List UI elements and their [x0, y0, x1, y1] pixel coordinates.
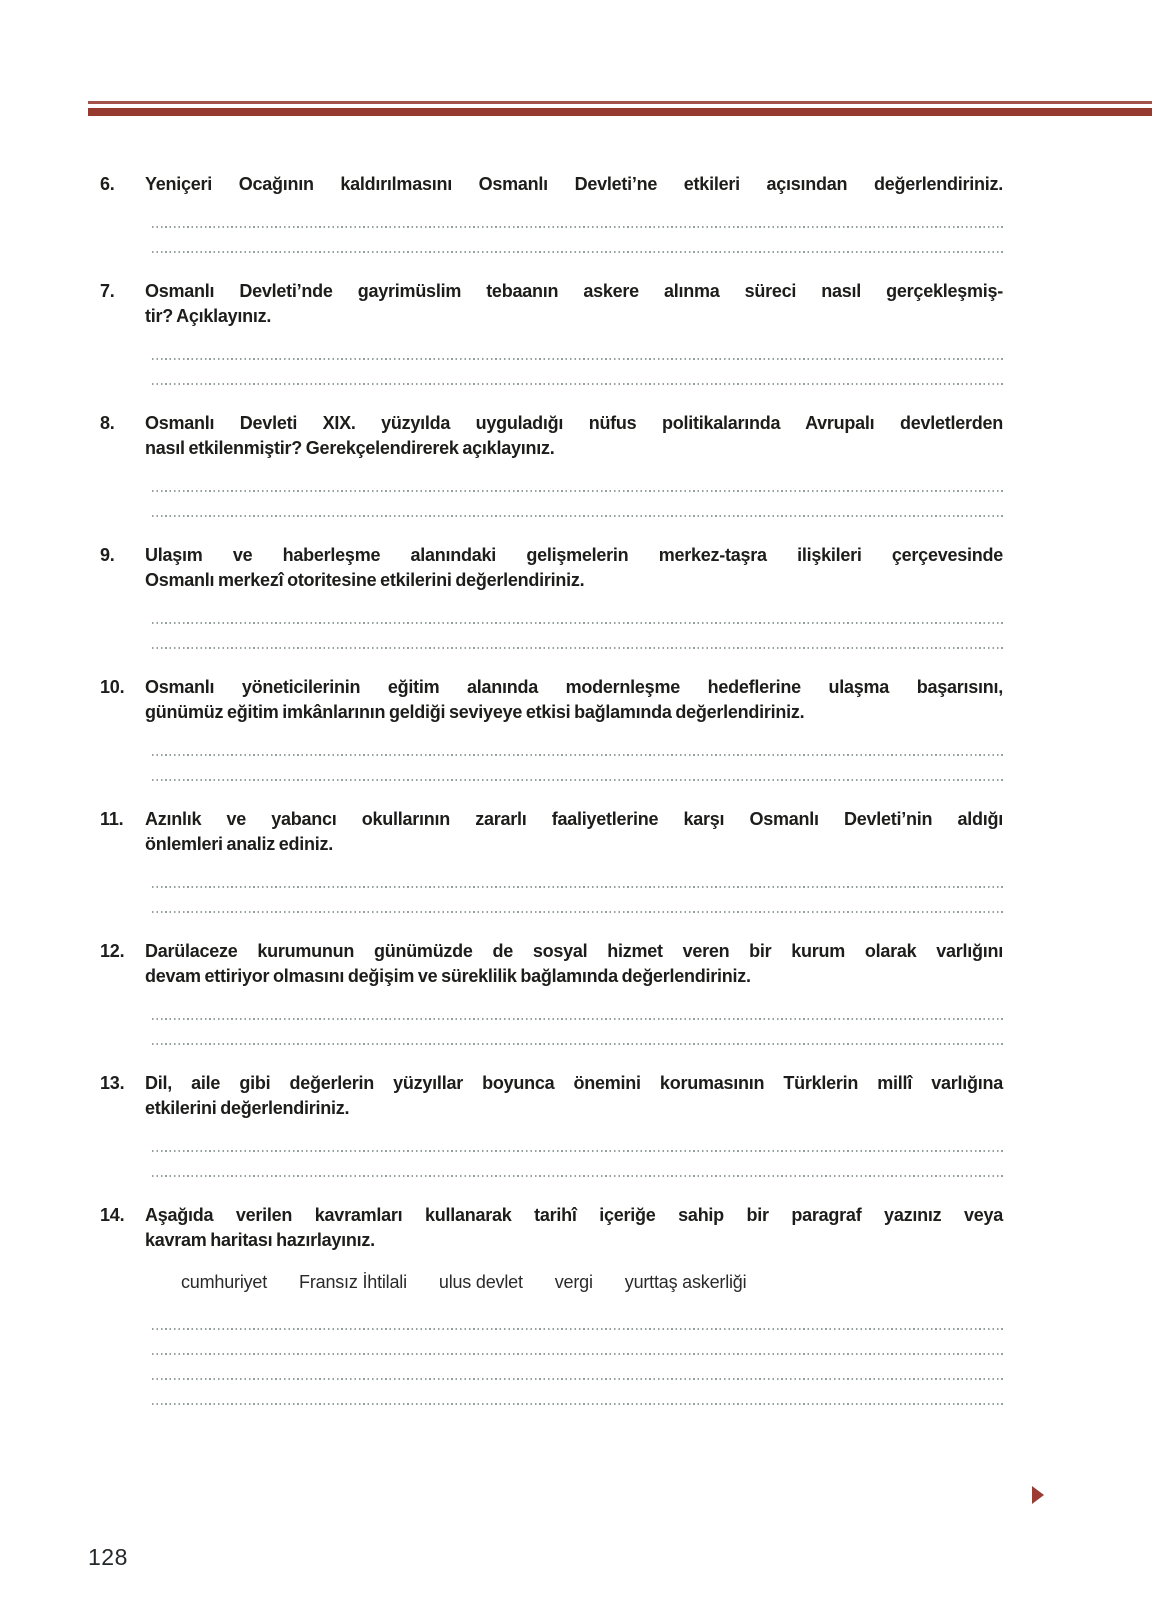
concept-term: Fransız İhtilali — [299, 1272, 407, 1292]
question-number: 13. — [100, 1073, 125, 1093]
answer-lines — [145, 203, 1003, 253]
question-text — [145, 675, 1003, 725]
question-body — [145, 411, 1003, 517]
question-text-line: Azınlık ve yabancı okullarının zararlı faaliyetlerine karşı Osmanlı Devleti’nin aldığı — [145, 809, 1003, 829]
question-text-line: etkilerini değerlendiriniz. — [145, 1098, 350, 1118]
answer-line — [152, 203, 1003, 228]
page-number: 128 — [88, 1544, 128, 1570]
answer-lines — [145, 599, 1003, 649]
question-number: 8. — [100, 413, 115, 433]
answer-line — [152, 335, 1003, 360]
question-body — [145, 807, 1003, 913]
answer-line — [152, 863, 1003, 888]
answer-line — [152, 1330, 1003, 1355]
question-text-line: Osmanlı Devleti’nde gayrimüslim tebaanın askere alınma süreci nasıl gerçekleşmiş- — [145, 281, 1003, 301]
question-body — [145, 279, 1003, 385]
answer-line — [152, 731, 1003, 756]
question-text-line: Osmanlı Devleti XIX. yüzyılda uyguladığı nüfus politikalarında Avrupalı devletlerden — [145, 413, 1003, 433]
question-number: 12. — [100, 941, 125, 961]
next-page-arrow-icon — [1032, 1486, 1044, 1504]
answer-line — [152, 599, 1003, 624]
question-text — [145, 543, 1003, 593]
question-text — [145, 1071, 1003, 1121]
question-text-line: günümüz eğitim imkânlarının geldiği seviyeye etkisi bağlamında değerlendiriniz. — [145, 702, 805, 722]
question-text-line: Osmanlı merkezî otoritesine etkilerini değerlendiriniz. — [145, 570, 585, 590]
question-number: 10. — [100, 677, 125, 697]
answer-lines — [145, 467, 1003, 517]
header-rule-thick — [88, 108, 1152, 116]
answer-line — [152, 1152, 1003, 1177]
question-body — [145, 1071, 1003, 1177]
question-item — [100, 172, 1003, 253]
answer-lines — [145, 731, 1003, 781]
question-body — [145, 1203, 1003, 1405]
question-text-line: Yeniçeri Ocağının kaldırılmasını Osmanlı Devleti’ne etkileri açısından değerlendiriniz. — [145, 174, 1003, 194]
question-text — [145, 279, 1003, 329]
concept-term: ulus devlet — [438, 1272, 523, 1292]
question-body — [145, 939, 1003, 1045]
question-text-line: Osmanlı yöneticilerinin eğitim alanında modernleşme hedeflerine ulaşma başarısını, — [145, 677, 1003, 697]
question-item — [100, 543, 1003, 649]
question-number: 9. — [100, 545, 115, 565]
question-number: 6. — [100, 174, 115, 194]
answer-lines — [145, 995, 1003, 1045]
question-text — [145, 411, 1003, 461]
question-text-line: Dil, aile gibi değerlerin yüzyıllar boyunca önemini korumasının Türklerin millî varlığına — [145, 1073, 1003, 1093]
question-item — [100, 411, 1003, 517]
answer-line — [152, 1305, 1003, 1330]
concept-list — [181, 1270, 1003, 1295]
answer-line — [152, 1020, 1003, 1045]
question-text-line: devam ettiriyor olmasını değişim ve süreklilik bağlamında değerlendiriniz. — [145, 966, 751, 986]
answer-lines — [145, 1127, 1003, 1177]
question-item — [100, 279, 1003, 385]
answer-line — [152, 888, 1003, 913]
answer-line — [152, 360, 1003, 385]
answer-line — [152, 467, 1003, 492]
answer-line — [152, 1380, 1003, 1405]
question-item — [100, 807, 1003, 913]
answer-line — [152, 1355, 1003, 1380]
question-item — [100, 939, 1003, 1045]
answer-line — [152, 1127, 1003, 1152]
question-text — [145, 172, 1003, 197]
answer-lines — [145, 1305, 1003, 1405]
answer-line — [152, 492, 1003, 517]
question-text-line: tir? Açıklayınız. — [145, 306, 272, 326]
answer-line — [152, 624, 1003, 649]
question-text-line: Darülaceze kurumunun günümüzde de sosyal hizmet veren bir kurum olarak varlığını — [145, 941, 1003, 961]
question-text — [145, 1203, 1003, 1295]
question-text-line: Aşağıda verilen kavramları kullanarak tarihî içeriğe sahip bir paragraf yazınız veya — [145, 1205, 1003, 1225]
question-item — [100, 1203, 1003, 1405]
question-text — [145, 807, 1003, 857]
question-item — [100, 675, 1003, 781]
concept-term: vergi — [554, 1272, 593, 1292]
answer-lines — [145, 335, 1003, 385]
answer-line — [152, 756, 1003, 781]
header-rule-thin — [88, 101, 1152, 104]
question-text — [145, 939, 1003, 989]
question-number: 7. — [100, 281, 115, 301]
question-text-line: Ulaşım ve haberleşme alanındaki gelişmelerin merkez-taşra ilişkileri çerçevesinde — [145, 545, 1003, 565]
question-body — [145, 675, 1003, 781]
answer-line — [152, 228, 1003, 253]
question-body — [145, 172, 1003, 253]
concept-term: yurttaş askerliği — [624, 1272, 747, 1292]
question-text-line: önlemleri analiz ediniz. — [145, 834, 334, 854]
question-body — [145, 543, 1003, 649]
answer-lines — [145, 863, 1003, 913]
question-number: 14. — [100, 1205, 125, 1225]
question-text-line: kavram haritası hazırlayınız. — [145, 1230, 375, 1250]
question-text-line: nasıl etkilenmiştir? Gerekçelendirerek açıklayınız. — [145, 438, 555, 458]
questions-list — [100, 172, 1003, 1431]
concept-term: cumhuriyet — [181, 1272, 268, 1292]
question-item — [100, 1071, 1003, 1177]
answer-line — [152, 995, 1003, 1020]
question-number: 11. — [100, 809, 124, 829]
